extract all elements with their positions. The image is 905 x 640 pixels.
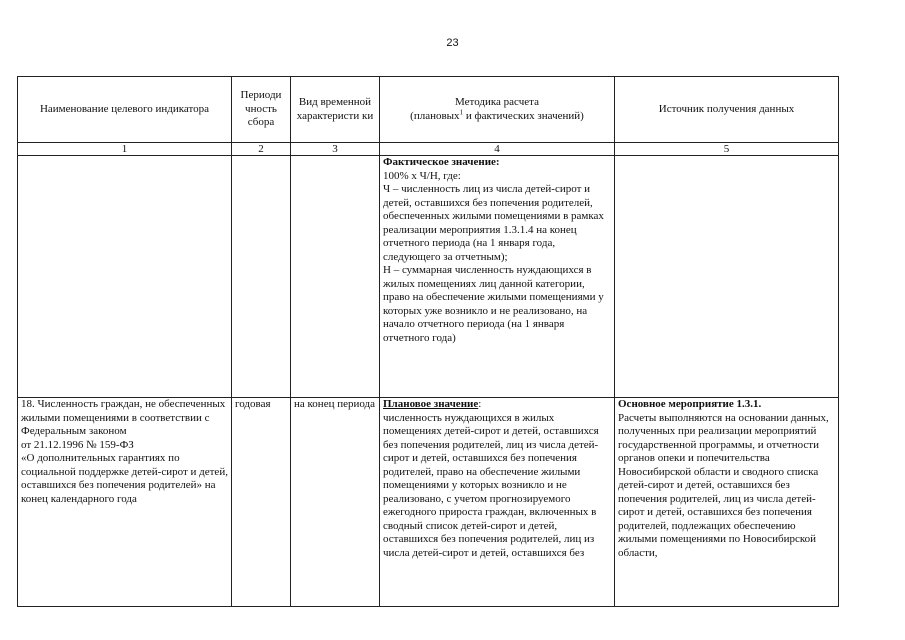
- header-method-actual: и фактических значений): [463, 109, 584, 122]
- header-time-characteristic: Вид временной характеристи ки: [291, 77, 380, 143]
- header-indicator-name: Наименование целевого индикатора: [18, 77, 232, 143]
- actual-value-formula: 100% х Ч/Н, где: Ч – численность лиц из числа детей-сирот и детей, оставшихся без попечения родителей, обеспеченных жилыми помещениями в рамках реализации мероприятия 1.3.1.4 на конец отчетного периода (на 1 января года, следующего за отчетным); Н – суммарная численность нуждающихся в жилых помещениях лиц данной категории, право на обеспечение жилыми помещениями у которых уже возникло и не реализовано, на начало отчетного периода (на 1 января отчетного года): [383, 169, 604, 344]
- column-number: 5: [615, 143, 839, 156]
- cell-calculation-method: [380, 398, 615, 607]
- page-number: 23: [446, 37, 459, 49]
- column-number: 1: [18, 143, 232, 156]
- cell-indicator-name: [18, 156, 232, 398]
- header-method-planned: (плановых: [410, 109, 460, 122]
- frequency-value: годовая: [232, 398, 291, 607]
- header-method-title: Методика расчета: [455, 96, 539, 108]
- column-number: 2: [232, 143, 291, 156]
- indicator-name-18: 18. Численность граждан, не обеспеченных жилыми помещениями в соответствии с Федеральным законом от 21.12.1996 № 159-ФЗ «О дополнительных гарантиях по социальной поддержке детей-сирот и детей, оставшихся без попечения родителей» на конец календарного года: [18, 398, 232, 607]
- header-row: [18, 77, 839, 143]
- indicators-table: [17, 76, 839, 607]
- column-number: 4: [380, 143, 615, 156]
- footnote-marker: 1: [459, 107, 464, 116]
- main-activity-title: Основное мероприятие 1.3.1.: [618, 398, 762, 410]
- header-frequency: Периоди чность сбора: [232, 77, 291, 143]
- column-number: 3: [291, 143, 380, 156]
- cell-calculation-method: [380, 156, 615, 398]
- table-row: [18, 156, 839, 398]
- cell-frequency: [232, 156, 291, 398]
- time-characteristic-value: на конец периода: [291, 398, 380, 607]
- planned-value-colon: :: [478, 398, 482, 410]
- header-calculation-method: [380, 77, 615, 143]
- actual-value-title: Фактическое значение:: [383, 156, 500, 168]
- cell-time-characteristic: [291, 156, 380, 398]
- header-data-source: Источник получения данных: [615, 77, 839, 143]
- table-row: [18, 398, 839, 607]
- cell-data-source: [615, 156, 839, 398]
- planned-value-description: численность нуждающихся в жилых помещениях детей-сирот и детей, оставшихся без попечения родителей, лиц из числа детей-сирот и детей, оставшихся без попечения родителей, право на обеспечение жилыми помещениями у которых возникло и не реализовано, с учетом прогнозируемого ежегодного прироста граждан, включенных в сводный список детей-сирот и детей, оставшихся без попечения родителей, лиц из числа детей-сирот и детей, оставшихся без: [383, 411, 599, 559]
- planned-value-title: Плановое значение: [383, 398, 479, 410]
- column-numbers-row: [18, 143, 839, 156]
- data-source-description: Расчеты выполняются на основании данных, полученных при реализации мероприятий государственной программы, и отчетности органов опеки и попечительства Новосибирской области и сводного списка детей-сирот и детей, оставшихся без попечения родителей, лиц из числа детей-сирот и детей, оставшихся без попечения родителей, подлежащих обеспечению жилыми помещениями по Новосибирской области,: [618, 411, 829, 559]
- cell-data-source: [615, 398, 839, 607]
